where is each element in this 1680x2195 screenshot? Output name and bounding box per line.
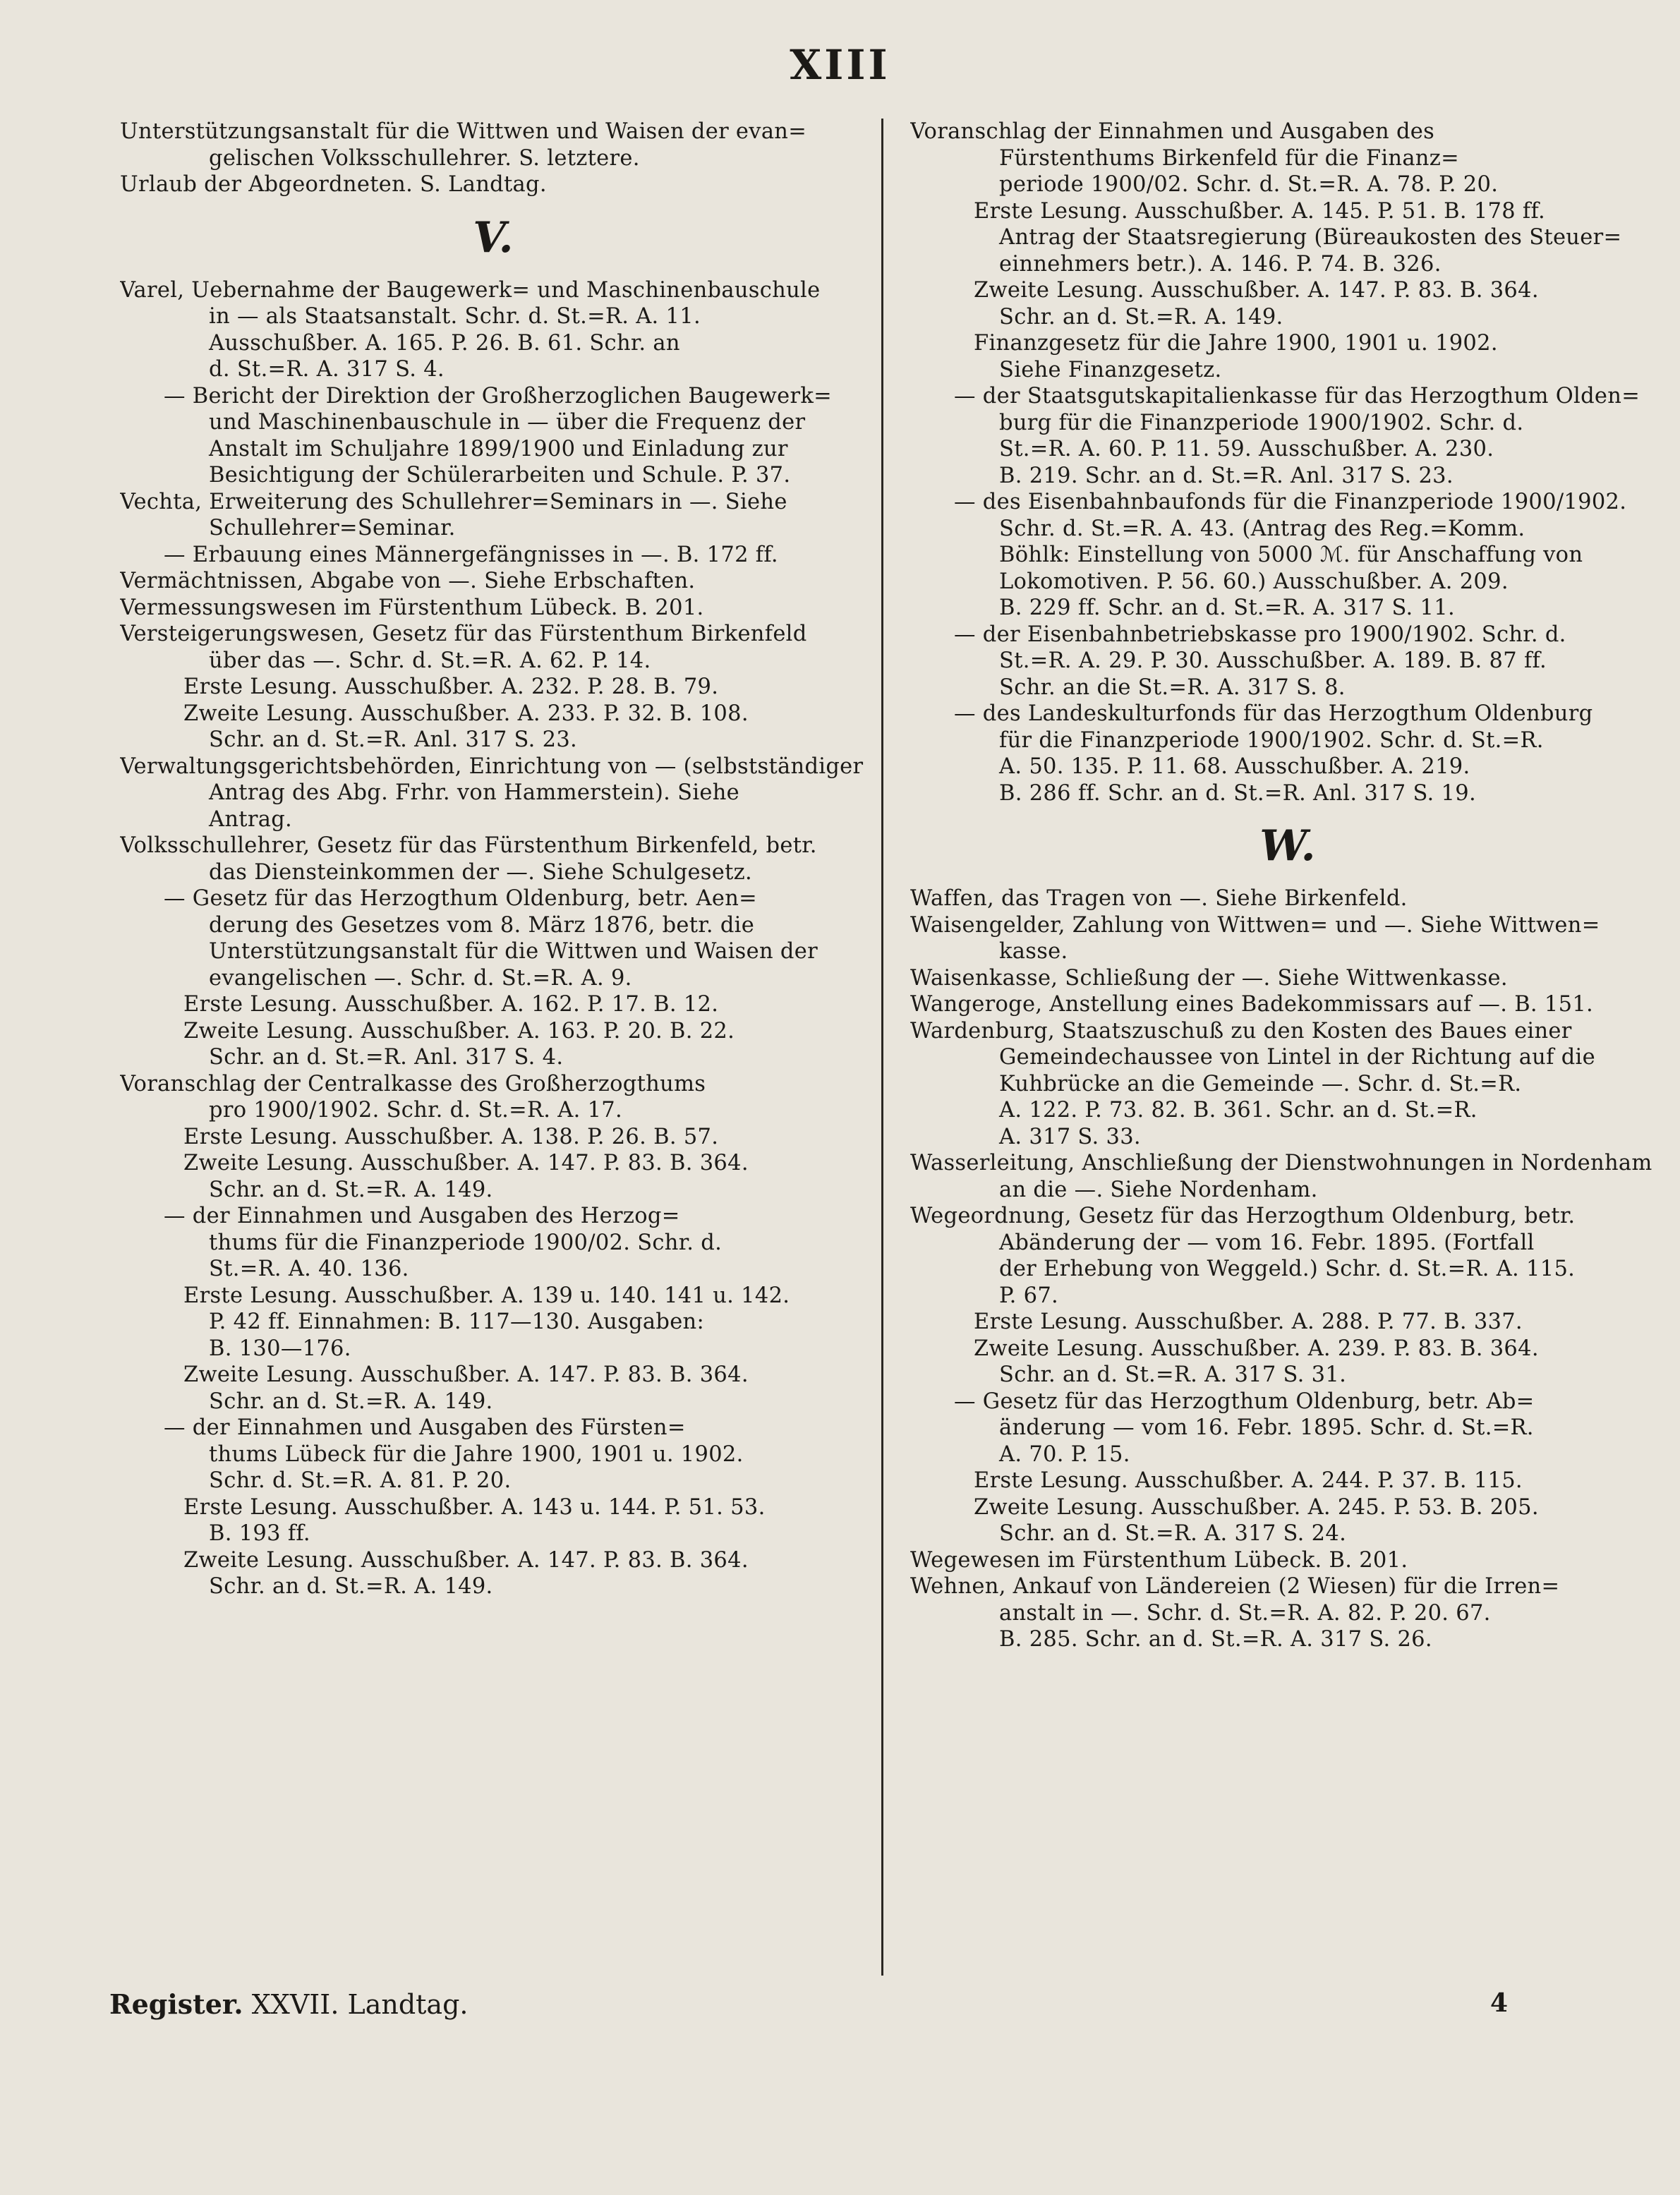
register-line: Antrag des Abg. Frhr. von Hammerstein). Siehe bbox=[209, 780, 740, 805]
register-line: Böhlk: Einstellung von 5000 ℳ. für Anschaffung von bbox=[999, 543, 1583, 567]
register-line: — des Landeskulturfonds für das Herzogthum Oldenburg bbox=[954, 701, 1593, 726]
register-line: St.=R. A. 60. P. 11. 59. Ausschußber. A. 230. bbox=[999, 437, 1494, 461]
register-line: Fürstenthums Birkenfeld für die Finanz= bbox=[999, 145, 1459, 171]
register-line: periode 1900/02. Schr. d. St.=R. A. 78. P. 20. bbox=[999, 172, 1499, 197]
register-line: Zweite Lesung. Ausschußber. A. 147. P. 83. B. 364. bbox=[183, 1151, 749, 1175]
sheet-number: 4 bbox=[1490, 1988, 1509, 2018]
footer-title bbox=[109, 1988, 469, 2020]
register-line: Wegewesen im Fürstenthum Lübeck. B. 201. bbox=[910, 1547, 1408, 1573]
register-line: Finanzgesetz für die Jahre 1900, 1901 u. 1902. bbox=[974, 331, 1498, 356]
register-line: Schr. an die St.=R. A. 317 S. 8. bbox=[999, 675, 1346, 700]
register-line: Schr. an d. St.=R. A. 149. bbox=[999, 304, 1283, 329]
register-line: Schr. an d. St.=R. Anl. 317 S. 4. bbox=[209, 1045, 564, 1070]
register-line: B. 219. Schr. an d. St.=R. Anl. 317 S. 23. bbox=[999, 463, 1454, 488]
register-line: B. 285. Schr. an d. St.=R. A. 317 S. 26. bbox=[999, 1627, 1432, 1652]
register-line: — der Einnahmen und Ausgaben des Fürsten= bbox=[164, 1415, 686, 1440]
register-line: pro 1900/1902. Schr. d. St.=R. A. 17. bbox=[209, 1098, 622, 1123]
register-line: Erste Lesung. Ausschußber. A. 143 u. 144. P. 51. 53. bbox=[183, 1494, 766, 1520]
register-line: Siehe Finanzgesetz. bbox=[999, 357, 1222, 382]
register-line: und Maschinenbauschule in — über die Frequenz der bbox=[209, 410, 806, 435]
register-line: — der Einnahmen und Ausgaben des Herzog= bbox=[164, 1204, 680, 1228]
register-line: Erste Lesung. Ausschußber. A. 139 u. 140. 141 u. 142. bbox=[183, 1283, 790, 1308]
register-line: Zweite Lesung. Ausschußber. A. 147. P. 83. B. 364. bbox=[974, 278, 1539, 303]
register-line: Wardenburg, Staatszuschuß zu den Kosten des Baues einer bbox=[910, 1018, 1572, 1044]
register-line: — des Eisenbahnbaufonds für die Finanzperiode 1900/1902. bbox=[954, 490, 1627, 514]
left-column bbox=[120, 119, 866, 1600]
register-line: — der Eisenbahnbetriebskasse pro 1900/1902. Schr. d. bbox=[954, 622, 1566, 647]
landtag-label: XXVII. Landtag. bbox=[251, 1989, 469, 2020]
register-line: Voranschlag der Einnahmen und Ausgaben des bbox=[910, 119, 1435, 144]
register-line: Schr. d. St.=R. A. 43. (Antrag des Reg.=Komm. bbox=[999, 516, 1525, 541]
register-line: Lokomotiven. P. 56. 60.) Ausschußber. A. 209. bbox=[999, 569, 1509, 594]
register-line: — Gesetz für das Herzogthum Oldenburg, betr. Ab= bbox=[954, 1389, 1535, 1414]
register-line: Schr. an d. St.=R. A. 317 S. 31. bbox=[999, 1362, 1347, 1387]
register-line: kasse. bbox=[999, 939, 1068, 964]
register-line: Erste Lesung. Ausschußber. A. 244. P. 37. B. 115. bbox=[974, 1468, 1523, 1493]
register-line: einnehmers betr.). A. 146. P. 74. B. 326. bbox=[999, 251, 1442, 277]
register-line: Waisenkasse, Schließung der —. Siehe Wittwenkasse. bbox=[910, 965, 1508, 991]
page-number: XIII bbox=[790, 41, 890, 89]
register-line: Verwaltungsgerichtsbehörden, Einrichtung von — (selbstständiger bbox=[120, 754, 864, 779]
register-line: Vermächtnissen, Abgabe von —. Siehe Erbschaften. bbox=[120, 569, 696, 593]
register-line: Erste Lesung. Ausschußber. A. 288. P. 77. B. 337. bbox=[974, 1310, 1523, 1334]
register-line: Zweite Lesung. Ausschußber. A. 239. P. 83. B. 364. bbox=[974, 1336, 1539, 1361]
register-line: B. 130—176. bbox=[209, 1336, 351, 1361]
register-line: änderung — vom 16. Febr. 1895. Schr. d. St.=R. bbox=[999, 1415, 1534, 1440]
register-line: Waisengelder, Zahlung von Wittwen= und —. Siehe Wittwen= bbox=[910, 912, 1600, 938]
register-line: Zweite Lesung. Ausschußber. A. 245. P. 53. B. 205. bbox=[974, 1494, 1539, 1520]
register-line: Schr. an d. St.=R. A. 317 S. 24. bbox=[999, 1521, 1347, 1546]
register-line: für die Finanzperiode 1900/1902. Schr. d. St.=R. bbox=[999, 727, 1544, 753]
register-line: Unterstützungsanstalt für die Wittwen und Waisen der evan= bbox=[120, 119, 807, 144]
register-line: Schullehrer=Seminar. bbox=[209, 516, 456, 540]
register-line: Schr. an d. St.=R. A. 149. bbox=[209, 1389, 493, 1414]
register-line: B. 286 ff. Schr. an d. St.=R. Anl. 317 S. 19. bbox=[999, 780, 1476, 806]
register-line: Erste Lesung. Ausschußber. A. 162. P. 17. B. 12. bbox=[183, 992, 719, 1017]
register-line: — Gesetz für das Herzogthum Oldenburg, betr. Aen= bbox=[164, 886, 757, 911]
register-line: thums Lübeck für die Jahre 1900, 1901 u. 1902. bbox=[209, 1441, 744, 1467]
section-letter: V. bbox=[473, 212, 514, 262]
register-line: Vermessungswesen im Fürstenthum Lübeck. B. 201. bbox=[120, 595, 704, 620]
register-line: Schr. an d. St.=R. A. 149. bbox=[209, 1574, 493, 1599]
register-line: B. 229 ff. Schr. an d. St.=R. A. 317 S. 11. bbox=[999, 595, 1455, 620]
register-line: über das —. Schr. d. St.=R. A. 62. P. 14. bbox=[209, 648, 651, 673]
register-line: Erste Lesung. Ausschußber. A. 145. P. 51. B. 178 ff. bbox=[974, 198, 1546, 224]
register-line: der Erhebung von Weggeld.) Schr. d. St.=R. A. 115. bbox=[999, 1257, 1576, 1281]
register-line: — Bericht der Direktion der Großherzoglichen Baugewerk= bbox=[164, 383, 833, 409]
register-line: gelischen Volksschullehrer. S. letztere. bbox=[209, 145, 640, 171]
register-line: Schr. d. St.=R. A. 81. P. 20. bbox=[209, 1468, 512, 1493]
register-line: Voranschlag der Centralkasse des Großherzogthums bbox=[120, 1071, 706, 1096]
register-line: Versteigerungswesen, Gesetz für das Fürstenthum Birkenfeld bbox=[120, 622, 807, 646]
register-line: — Erbauung eines Männergefängnisses in —. B. 172 ff. bbox=[164, 542, 778, 567]
register-line: Erste Lesung. Ausschußber. A. 138. P. 26. B. 57. bbox=[183, 1124, 719, 1149]
register-line: anstalt in —. Schr. d. St.=R. A. 82. P. 20. 67. bbox=[999, 1600, 1491, 1626]
register-line: evangelischen —. Schr. d. St.=R. A. 9. bbox=[209, 965, 632, 991]
register-line: Zweite Lesung. Ausschußber. A. 233. P. 32. B. 108. bbox=[183, 701, 749, 726]
register-line: A. 50. 135. P. 11. 68. Ausschußber. A. 219. bbox=[999, 754, 1470, 779]
register-line: Abänderung der — vom 16. Febr. 1895. (Fortfall bbox=[999, 1230, 1535, 1255]
register-line: Wegeordnung, Gesetz für das Herzogthum Oldenburg, betr. bbox=[910, 1204, 1576, 1228]
register-label: Register. bbox=[109, 1988, 243, 2020]
register-line: thums für die Finanzperiode 1900/02. Schr. d. bbox=[209, 1230, 723, 1255]
register-line: Schr. an d. St.=R. A. 149. bbox=[209, 1177, 493, 1202]
register-line: das Diensteinkommen der —. Siehe Schulgesetz. bbox=[209, 859, 753, 885]
register-line: Besichtigung der Schülerarbeiten und Schule. P. 37. bbox=[209, 463, 791, 488]
register-line: B. 193 ff. bbox=[209, 1521, 310, 1546]
register-line: Varel, Uebernahme der Baugewerk= und Maschinenbauschule bbox=[120, 277, 821, 303]
section-letter: W. bbox=[1259, 821, 1316, 871]
register-line: Erste Lesung. Ausschußber. A. 232. P. 28. B. 79. bbox=[183, 675, 719, 699]
column-divider bbox=[881, 119, 883, 1976]
register-line: Zweite Lesung. Ausschußber. A. 147. P. 83. B. 364. bbox=[183, 1362, 749, 1387]
register-line: P. 42 ff. Einnahmen: B. 117—130. Ausgaben: bbox=[209, 1310, 705, 1334]
register-line: derung des Gesetzes vom 8. März 1876, betr. die bbox=[209, 912, 755, 938]
register-line: P. 67. bbox=[999, 1283, 1059, 1308]
register-line: in — als Staatsanstalt. Schr. d. St.=R. A. 11. bbox=[209, 304, 701, 329]
register-line: Kuhbrücke an die Gemeinde —. Schr. d. St.=R. bbox=[999, 1071, 1522, 1096]
register-line: Wehnen, Ankauf von Ländereien (2 Wiesen) für die Irren= bbox=[910, 1574, 1560, 1599]
register-line: Gemeindechaussee von Lintel in der Richtung auf die bbox=[999, 1045, 1595, 1070]
register-line: Zweite Lesung. Ausschußber. A. 163. P. 20. B. 22. bbox=[183, 1018, 735, 1044]
register-line: Wasserleitung, Anschließung der Dienstwohnungen in Nordenham bbox=[910, 1151, 1652, 1175]
register-line: St.=R. A. 29. P. 30. Ausschußber. A. 189. B. 87 ff. bbox=[999, 648, 1547, 673]
register-line: Schr. an d. St.=R. Anl. 317 S. 23. bbox=[209, 727, 578, 752]
register-line: — der Staatsgutskapitalienkasse für das Herzogthum Olden= bbox=[954, 384, 1640, 409]
register-line: A. 317 S. 33. bbox=[999, 1124, 1141, 1149]
register-line: Anstalt im Schuljahre 1899/1900 und Einladung zur bbox=[209, 436, 788, 461]
register-line: Waffen, das Tragen von —. Siehe Birkenfeld. bbox=[910, 886, 1408, 911]
register-line: Vechta, Erweiterung des Schullehrer=Seminars in —. Siehe bbox=[120, 489, 787, 514]
register-line: Urlaub der Abgeordneten. S. Landtag. bbox=[120, 172, 547, 197]
register-line: d. St.=R. A. 317 S. 4. bbox=[209, 357, 445, 382]
register-line: Zweite Lesung. Ausschußber. A. 147. P. 83. B. 364. bbox=[183, 1547, 749, 1573]
register-line: burg für die Finanzperiode 1900/1902. Schr. d. bbox=[999, 410, 1524, 435]
register-line: Unterstützungsanstalt für die Wittwen und Waisen der bbox=[209, 939, 818, 964]
register-line: St.=R. A. 40. 136. bbox=[209, 1257, 409, 1281]
register-line: an die —. Siehe Nordenham. bbox=[999, 1177, 1318, 1202]
register-line: Ausschußber. A. 165. P. 26. B. 61. Schr. an bbox=[209, 330, 680, 356]
register-line: A. 122. P. 73. 82. B. 361. Schr. an d. St.=R. bbox=[999, 1098, 1477, 1123]
right-column bbox=[910, 119, 1665, 1653]
register-line: Antrag der Staatsregierung (Büreaukosten des Steuer= bbox=[999, 225, 1622, 250]
register-line: Wangeroge, Anstellung eines Badekommissars auf —. B. 151. bbox=[910, 992, 1594, 1017]
register-line: Antrag. bbox=[209, 806, 293, 832]
register-line: Volksschullehrer, Gesetz für das Fürstenthum Birkenfeld, betr. bbox=[120, 833, 817, 858]
register-line: A. 70. P. 15. bbox=[999, 1441, 1130, 1467]
